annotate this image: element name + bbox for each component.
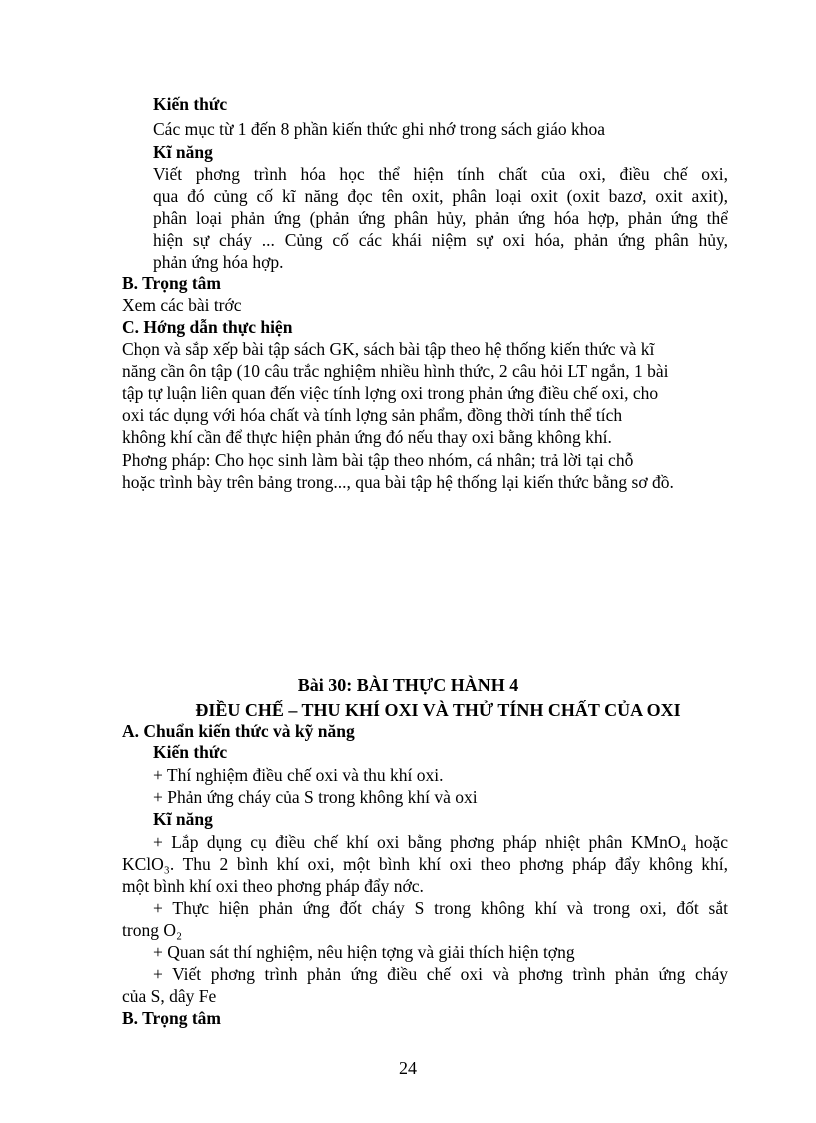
- skills-line: của S, dây Fe: [122, 986, 217, 1006]
- knowledge-text: Các mục từ 1 đến 8 phần kiến thức ghi nhớ trong sách giáo khoa: [153, 119, 606, 139]
- skills-heading: Kĩ năng: [153, 809, 213, 829]
- lesson-title-text: BÀI THỰC HÀNH 4: [356, 675, 519, 695]
- skills-line: hiện sự cháy ... Củng cố các khái niệm sự oxi hóa, phản ứng phân hủy,: [153, 230, 728, 250]
- skills-line: phân loại phản ứng (phản ứng phân hủy, phản ứng hóa hợp, phản ứng thể: [153, 208, 728, 228]
- focus-heading: B. Trọng tâm: [122, 273, 222, 293]
- lesson-subtitle: ĐIỀU CHẾ – THU KHÍ OXI VÀ THỬ TÍNH CHẤT CỦA OXI: [195, 700, 681, 720]
- skills-line: + Viết phơng trình phản ứng điều chế oxi và phơng trình phản ứng cháy: [153, 964, 728, 984]
- guide-line: năng cần ôn tập (10 câu trắc nghiệm nhiều hình thức, 2 câu hỏi LT ngắn, 1 bài: [122, 361, 669, 381]
- section-b-heading: B. Trọng tâm: [122, 1008, 222, 1028]
- lesson-number: Bài 30:: [297, 675, 353, 695]
- skills-line: + Lắp dụng cụ điều chế khí oxi bằng phơng pháp nhiệt phân KMnO₄ hoặc: [153, 832, 728, 852]
- skills-line: + Quan sát thí nghiệm, nêu hiện tợng và giải thích hiện tợng: [153, 942, 575, 962]
- knowledge-item: + Thí nghiệm điều chế oxi và thu khí oxi.: [153, 765, 444, 785]
- lesson-title: [0, 675, 816, 695]
- guide-line: không khí cần để thực hiện phản ứng đó nếu thay oxi bằng không khí.: [122, 427, 612, 447]
- skills-line: phản ứng hóa hợp.: [153, 252, 284, 272]
- guide-line: tập tự luận liên quan đến việc tính lợng oxi trong phản ứng điều chế oxi, cho: [122, 383, 659, 403]
- skills-line: trong O₂: [122, 920, 183, 940]
- skills-line: KClO₃. Thu 2 bình khí oxi, một bình khí oxi theo phơng pháp đẩy không khí,: [122, 854, 728, 874]
- guide-line: Phơng pháp: Cho học sinh làm bài tập theo nhóm, cá nhân; trả lời tại chỗ: [122, 450, 634, 470]
- page-number: 24: [399, 1058, 417, 1078]
- knowledge-heading: Kiến thức: [153, 94, 228, 114]
- guide-heading: C. Hớng dẫn thực hiện: [122, 317, 293, 337]
- section-a-heading: A. Chuẩn kiến thức và kỹ năng: [122, 721, 355, 741]
- skills-line: một bình khí oxi theo phơng pháp đẩy nớc.: [122, 876, 424, 896]
- focus-text: Xem các bài trớc: [122, 295, 242, 315]
- skills-heading: Kĩ năng: [153, 142, 213, 162]
- skills-line: + Thực hiện phản ứng đốt cháy S trong không khí và trong oxi, đốt sắt: [153, 898, 728, 918]
- knowledge-heading: Kiến thức: [153, 742, 228, 762]
- guide-line: Chọn và sắp xếp bài tập sách GK, sách bài tập theo hệ thống kiến thức và kĩ: [122, 339, 655, 359]
- skills-line: qua đó củng cố kĩ năng đọc tên oxit, phân loại oxit (oxit bazơ, oxit axit),: [153, 186, 728, 206]
- guide-line: hoặc trình bày trên bảng trong..., qua bài tập hệ thống lại kiến thức bằng sơ đồ.: [122, 472, 674, 492]
- skills-line: Viết phơng trình hóa học thể hiện tính chất của oxi, điều chế oxi,: [153, 164, 728, 184]
- knowledge-item: + Phản ứng cháy của S trong không khí và oxi: [153, 787, 478, 807]
- guide-line: oxi tác dụng với hóa chất và tính lợng sản phẩm, đồng thời tính thể tích: [122, 405, 623, 425]
